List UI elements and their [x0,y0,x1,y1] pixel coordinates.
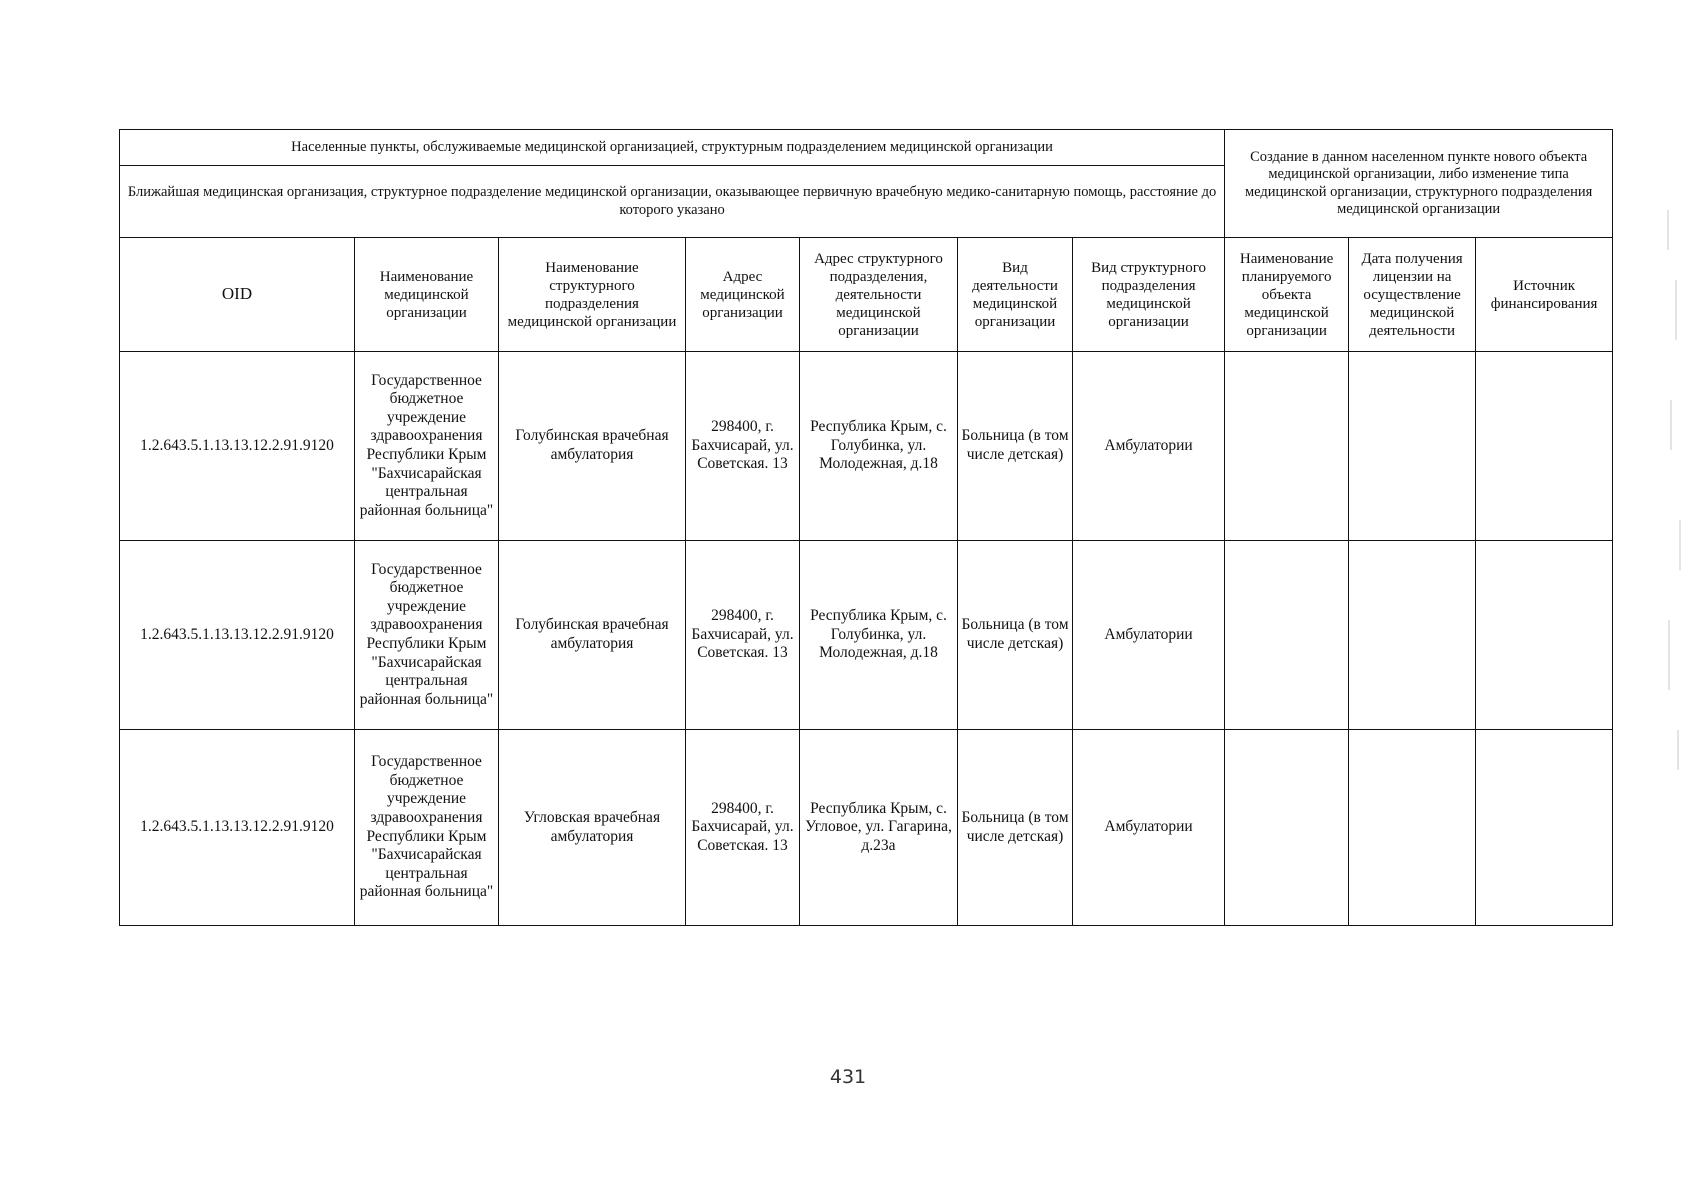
column-header-unit-address: Адрес структурного подразделения, деятельности медицинской организации [800,238,958,352]
group-header-nearest-organization: Ближайшая медицинская организация, структурное подразделение медицинской организации, оказывающее первичную врачебную медико-санитарную помощь, расстояние до которого указано [120,166,1225,238]
column-header-row [120,238,1613,352]
column-header-unit-type: Вид структурного подразделения медицинской организации [1073,238,1225,352]
column-header-funding: Источник финансирования [1476,238,1613,352]
column-header-unit-name: Наименование структурного подразделения медицинской организации [499,238,686,352]
cell-unit-type: Амбулатории [1073,541,1225,730]
cell-org-name: Государственное бюджетное учреждение здравоохранения Республики Крым "Бахчисарайская центральная районная больница" [355,352,499,541]
cell-unit-type: Амбулатории [1073,730,1225,926]
cell-license-date [1349,541,1476,730]
cell-oid: 1.2.643.5.1.13.13.12.2.91.9120 [120,541,355,730]
table-row [120,541,1613,730]
table-row [120,352,1613,541]
column-header-org-address: Адрес медицинской организации [686,238,800,352]
column-header-activity: Вид деятельности медицинской организации [958,238,1073,352]
cell-license-date [1349,352,1476,541]
cell-unit-name: Голубинская врачебная амбулатория [499,352,686,541]
column-header-planned-object: Наименование планируемого объекта медицинской организации [1225,238,1349,352]
cell-planned-object [1225,352,1349,541]
cell-oid: 1.2.643.5.1.13.13.12.2.91.9120 [120,730,355,926]
cell-planned-object [1225,541,1349,730]
cell-unit-address: Республика Крым, с. Голубинка, ул. Молодежная, д.18 [800,541,958,730]
cell-activity: Больница (в том числе детская) [958,352,1073,541]
cell-unit-address: Республика Крым, с. Голубинка, ул. Молодежная, д.18 [800,352,958,541]
cell-org-address: 298400, г. Бахчисарай, ул. Советская. 13 [686,730,800,926]
cell-funding [1476,352,1613,541]
cell-org-name: Государственное бюджетное учреждение здравоохранения Республики Крым "Бахчисарайская центральная районная больница" [355,730,499,926]
cell-oid: 1.2.643.5.1.13.13.12.2.91.9120 [120,352,355,541]
column-header-oid: OID [120,238,355,352]
group-header-new-object: Создание в данном населенном пункте нового объекта медицинской организации, либо изменение типа медицинской организации, структурного подразделения медицинской организации [1225,130,1613,238]
cell-planned-object [1225,730,1349,926]
page-number: 431 [829,1066,867,1088]
scan-artifact [1662,190,1690,790]
cell-funding [1476,730,1613,926]
cell-activity: Больница (в том числе детская) [958,730,1073,926]
column-header-license-date: Дата получения лицензии на осуществление медицинской деятельности [1349,238,1476,352]
cell-org-address: 298400, г. Бахчисарай, ул. Советская. 13 [686,352,800,541]
cell-license-date [1349,730,1476,926]
cell-unit-type: Амбулатории [1073,352,1225,541]
cell-unit-address: Республика Крым, с. Угловое, ул. Гагарина, д.23а [800,730,958,926]
cell-funding [1476,541,1613,730]
table-row [120,730,1613,926]
cell-org-name: Государственное бюджетное учреждение здравоохранения Республики Крым "Бахчисарайская центральная районная больница" [355,541,499,730]
group-header-settlements: Населенные пункты, обслуживаемые медицинской организацией, структурным подразделением медицинской организации [120,130,1225,166]
medical-organizations-table [119,129,1613,926]
cell-unit-name: Голубинская врачебная амбулатория [499,541,686,730]
column-header-org-name: Наименование медицинской организации [355,238,499,352]
cell-org-address: 298400, г. Бахчисарай, ул. Советская. 13 [686,541,800,730]
cell-activity: Больница (в том числе детская) [958,541,1073,730]
cell-unit-name: Угловская врачебная амбулатория [499,730,686,926]
